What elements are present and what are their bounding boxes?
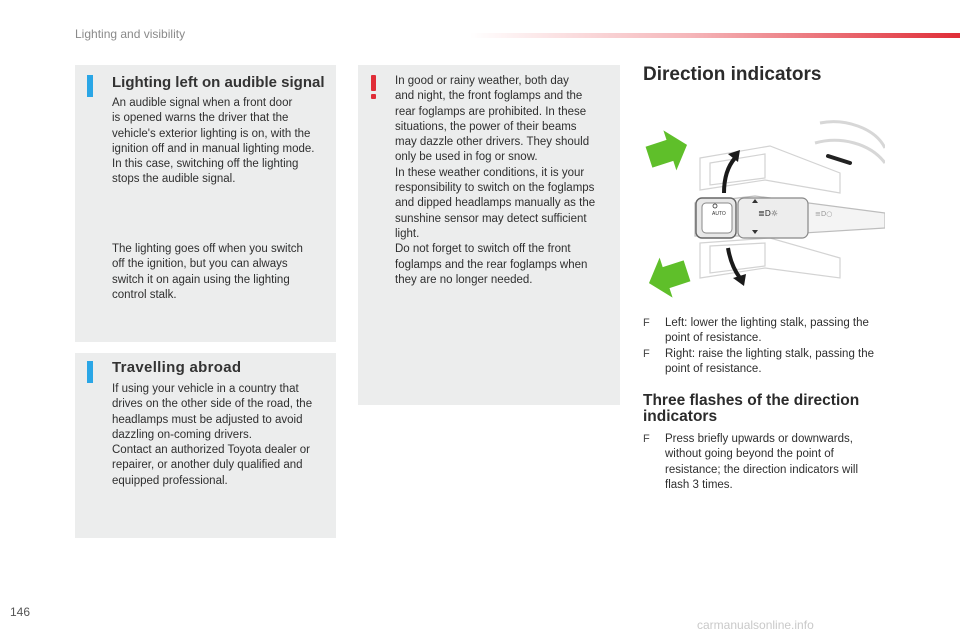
three-flashes-bullets [643,432,903,493]
svg-text:≡D○: ≡D○ [815,210,833,218]
right-arrow-icon [642,125,693,177]
left-arrow-icon [642,251,693,303]
direction-bullets [643,316,903,377]
svg-text:≣D☼: ≣D☼ [758,209,779,218]
info-icon [87,361,93,383]
list-item: F Right: raise the lighting stalk, passing the point of resistance. [643,347,875,375]
lighting-stalk-icon [695,196,885,238]
steering-wheel-icon [815,122,885,163]
page-number: 146 [10,605,31,619]
stalk-upper-position [700,146,840,193]
direction-indicators-title: Direction indicators [643,64,822,85]
curved-arrow-up-icon [724,150,740,193]
warning-box-foglamps [358,65,620,405]
lighting-stalk-illustration [640,118,885,308]
section-header: Lighting and visibility [75,27,186,41]
curved-arrow-down-icon [728,248,746,286]
info-icon [87,75,93,97]
header-accent-bar [470,33,960,38]
watermark: carmanualsonline.info [697,618,814,632]
bullet-icon: F [643,347,650,360]
list-item: F Press briefly upwards or downwards, without going beyond the point of resistance; the direction indicators will flash 3 times. [643,433,859,491]
info-box-paragraph: If using your vehicle in a country that drives on the other side of the road, the headlamps must be adjusted to avoid dazzling on-coming drivers. Contact an authorized Toyota dealer or repairer, or another duly qualified and equipped professional. [112,383,313,487]
warning-text: In good or rainy weather, both day and night, the front foglamps and the rear foglamps are prohibited. In these situations, the power of their beams may dazzle other drivers. They should only be used in fog or snow. In these weather conditions, it is your responsibility to switch on the foglamps and dipped headlamps manually as the sunshine sensor may detect sufficient light. Do not forget to switch off the front foglamps and the rear foglamps when they are no longer needed. [395,75,596,286]
info-box-paragraph-2: The lighting goes off when you switch off the ignition, but you can always switch it on again using the lighting control stalk. [112,243,303,301]
info-box-paragraph-1: An audible signal when a front door is opened warns the driver that the vehicle's exterior lighting is on, with the ignition off and in manual lighting mode. In this case, switching off the lighting stops the audible signal. [112,97,315,186]
svg-text:AUTO: AUTO [712,211,726,217]
info-box-audible-signal [75,65,336,342]
three-flashes-title: Three flashes of the direction indicators [643,392,860,425]
bullet-icon: F [643,433,650,445]
info-box-title: Lighting left on audible signal [112,74,325,91]
warning-icon [370,75,377,99]
info-box-travelling-abroad [75,353,336,538]
stalk-lower-position [700,238,840,278]
bullet-icon: F [643,317,650,329]
list-item: F Left: lower the lighting stalk, passing the point of resistance. [643,317,869,345]
info-box-title: Travelling abroad [112,359,242,376]
